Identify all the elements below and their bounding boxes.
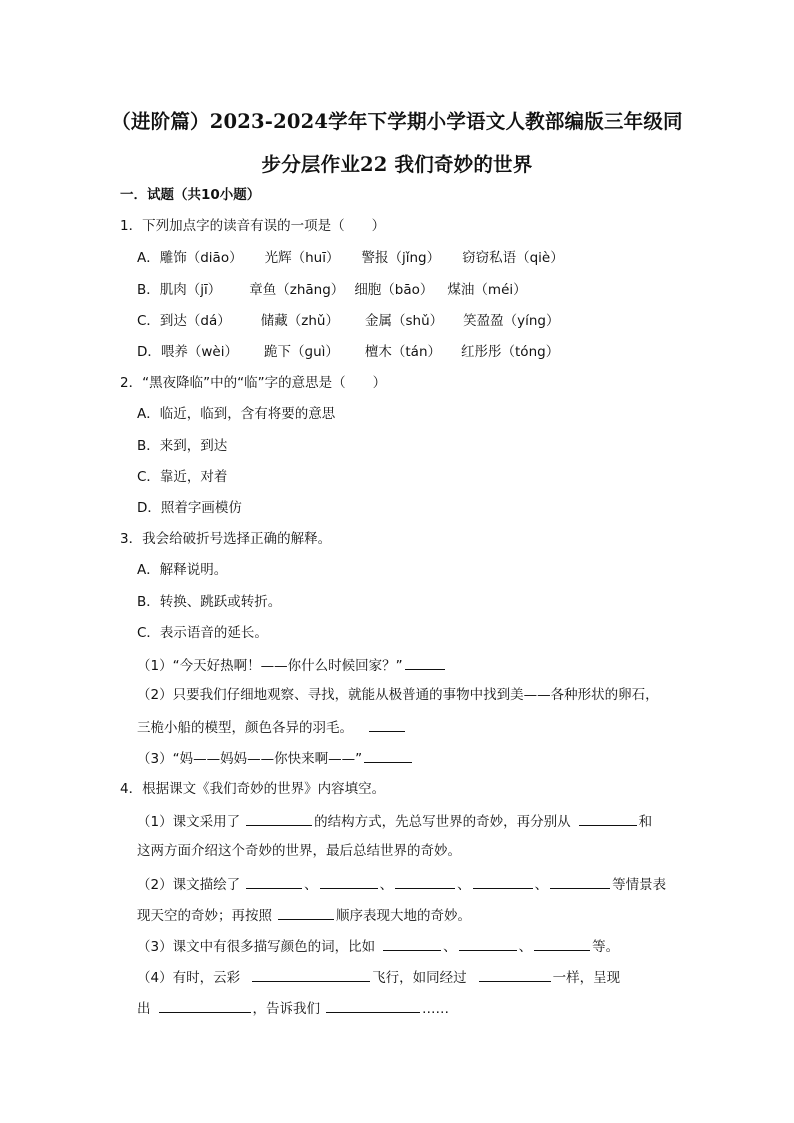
q4-part-1-line-2: 这两方面介绍这个奇妙的世界，最后总结世界的奇妙。 (137, 843, 461, 859)
q3-sentence-3-text: （3）“妈——妈妈——你快来啊——” (137, 751, 363, 767)
q3-answer-blank-3[interactable] (364, 749, 412, 763)
q3-answer-blank-1[interactable] (405, 656, 445, 670)
q4-p2-text-b: 等情景表 (612, 877, 667, 893)
q1-d-word-2: 跪下（ɡuì） (264, 344, 339, 360)
q4-p2-text-d: 顺序表现大地的奇妙。 (336, 908, 471, 924)
q4-blank-5[interactable] (395, 875, 455, 889)
q4-blank-14[interactable] (159, 999, 251, 1013)
q4-part-4-line-2 (137, 999, 449, 1017)
q3-sentence-2a: （2）只要我们仔细地观察、寻找，就能从极普通的事物中找到美——各种形状的卵石， (137, 687, 659, 703)
q1-b-word-1: B．肌肉（jī） (137, 282, 222, 298)
q4-blank-9[interactable] (383, 937, 441, 951)
q4-blank-1[interactable] (246, 812, 312, 826)
q4-p2-text-c: 现天空的奇妙；再按照 (137, 908, 272, 924)
q4-p2-sep-1: 、 (304, 877, 318, 893)
q3-option-c: C．表示语音的延长。 (137, 625, 268, 641)
q4-p2-text-a: （2）课文描绘了 (137, 877, 241, 893)
q1-a-word-4: 窃窃私语（qiè） (462, 250, 564, 266)
q4-p1-text-c: 和 (638, 814, 653, 830)
q4-blank-15[interactable] (326, 999, 420, 1013)
q1-d-word-1: D．喂养（wèi） (137, 344, 238, 360)
q1-a-word-2: 光辉（huī） (264, 250, 340, 266)
section-heading: 一．试题（共10小题） (120, 187, 261, 203)
q4-part-2-line-1 (137, 875, 666, 893)
q1-d-word-4: 红彤彤（tóng） (461, 344, 560, 360)
q1-c-word-3: 金属（shǔ） (364, 313, 444, 329)
q4-p3-sep-2: 、 (518, 939, 533, 955)
q4-blank-4[interactable] (320, 875, 378, 889)
q3-answer-blank-2[interactable] (369, 718, 405, 732)
q4-p4-text-e: ，告诉我们 (252, 1001, 320, 1017)
q1-d-word-3: 檀木（tán） (364, 344, 442, 360)
q4-part-4-line-1 (137, 968, 620, 986)
q4-p4-text-b: 飞行，如同经过 (372, 970, 467, 986)
q4-p4-text-a: （4）有时，云彩 (137, 970, 241, 986)
q4-blank-11[interactable] (534, 937, 590, 951)
q4-blank-6[interactable] (473, 875, 533, 889)
q2-stem: 2．“黑夜降临”中的“临”字的意思是（ ） (120, 375, 387, 391)
q1-a-word-3: 警报（jǐng） (361, 250, 441, 266)
q2-option-c: C．靠近，对着 (137, 469, 228, 485)
q1-option-a (137, 250, 586, 266)
q1-option-b (137, 282, 549, 298)
q1-c-word-4: 笑盈盈（yíng） (463, 313, 560, 329)
q3-sentence-2b-text: 三桅小船的模型，颜色各异的羽毛。 (137, 720, 353, 736)
document-title-line-1: （进阶篇）2023-2024学年下学期小学语文人教部编版三年级同 (111, 110, 683, 133)
q1-c-word-1: C．到达（dá） (137, 313, 231, 329)
q4-p2-sep-4: 、 (534, 877, 549, 893)
q4-p1-text-a: （1）课文采用了 (137, 814, 241, 830)
q4-blank-12[interactable] (252, 968, 370, 982)
q2-option-d: D．照着字画模仿 (137, 500, 242, 516)
q1-b-word-3: 细胞（bāo） (354, 282, 434, 298)
q4-p2-sep-2: 、 (379, 877, 394, 893)
q1-c-word-2: 储藏（zhǔ） (260, 313, 339, 329)
q4-p2-sep-3: 、 (457, 877, 471, 893)
q1-option-c (137, 313, 582, 329)
q4-p4-text-c: 一样，呈现 (552, 970, 621, 986)
q4-p3-text-a: （3）课文中有很多描写颜色的词，比如 (137, 939, 376, 955)
q4-p1-text-b: 的结构方式，先总写世界的奇妙，再分别从 (314, 814, 571, 830)
q4-blank-10[interactable] (459, 937, 517, 951)
q4-blank-2[interactable] (579, 812, 637, 826)
q3-stem: 3．我会给破折号选择正确的解释。 (120, 531, 332, 547)
q4-p3-sep-1: 、 (443, 939, 457, 955)
q4-part-1-line-1 (137, 812, 652, 830)
q4-part-2-line-2 (137, 906, 471, 924)
q4-blank-3[interactable] (246, 875, 302, 889)
q3-option-b: B．转换、跳跃或转折。 (137, 594, 282, 610)
q4-p4-text-d: 出 (137, 1001, 151, 1017)
q2-option-b: B．来到，到达 (137, 438, 228, 454)
q4-blank-7[interactable] (550, 875, 610, 889)
q2-option-a: A．临近，临到，含有将要的意思 (137, 406, 336, 422)
q4-part-3 (137, 937, 619, 955)
q4-p3-text-b: 等。 (592, 939, 620, 955)
q1-a-word-1: A．雕饰（diāo） (137, 250, 243, 266)
q3-sentence-1 (137, 656, 447, 674)
q1-option-d (137, 344, 581, 360)
q4-blank-8[interactable] (278, 906, 334, 920)
q4-blank-13[interactable] (479, 968, 551, 982)
q1-b-word-4: 煤油（méi） (447, 282, 527, 298)
q1-stem: 1．下列加点字的读音有误的一项是（ ） (120, 218, 386, 234)
q3-option-a: A．解释说明。 (137, 562, 228, 578)
q3-sentence-1-text: （1）“今天好热啊！——你什么时候回家？” (137, 658, 403, 674)
q3-sentence-3 (137, 749, 414, 767)
q1-b-word-2: 章鱼（zhāng） (249, 282, 345, 298)
q3-sentence-2b (137, 718, 407, 736)
q4-p4-text-f: …… (422, 1001, 449, 1017)
document-title-line-2: 步分层作业22 我们奇妙的世界 (261, 153, 533, 176)
q4-stem: 4．根据课文《我们奇妙的世界》内容填空。 (120, 781, 386, 797)
